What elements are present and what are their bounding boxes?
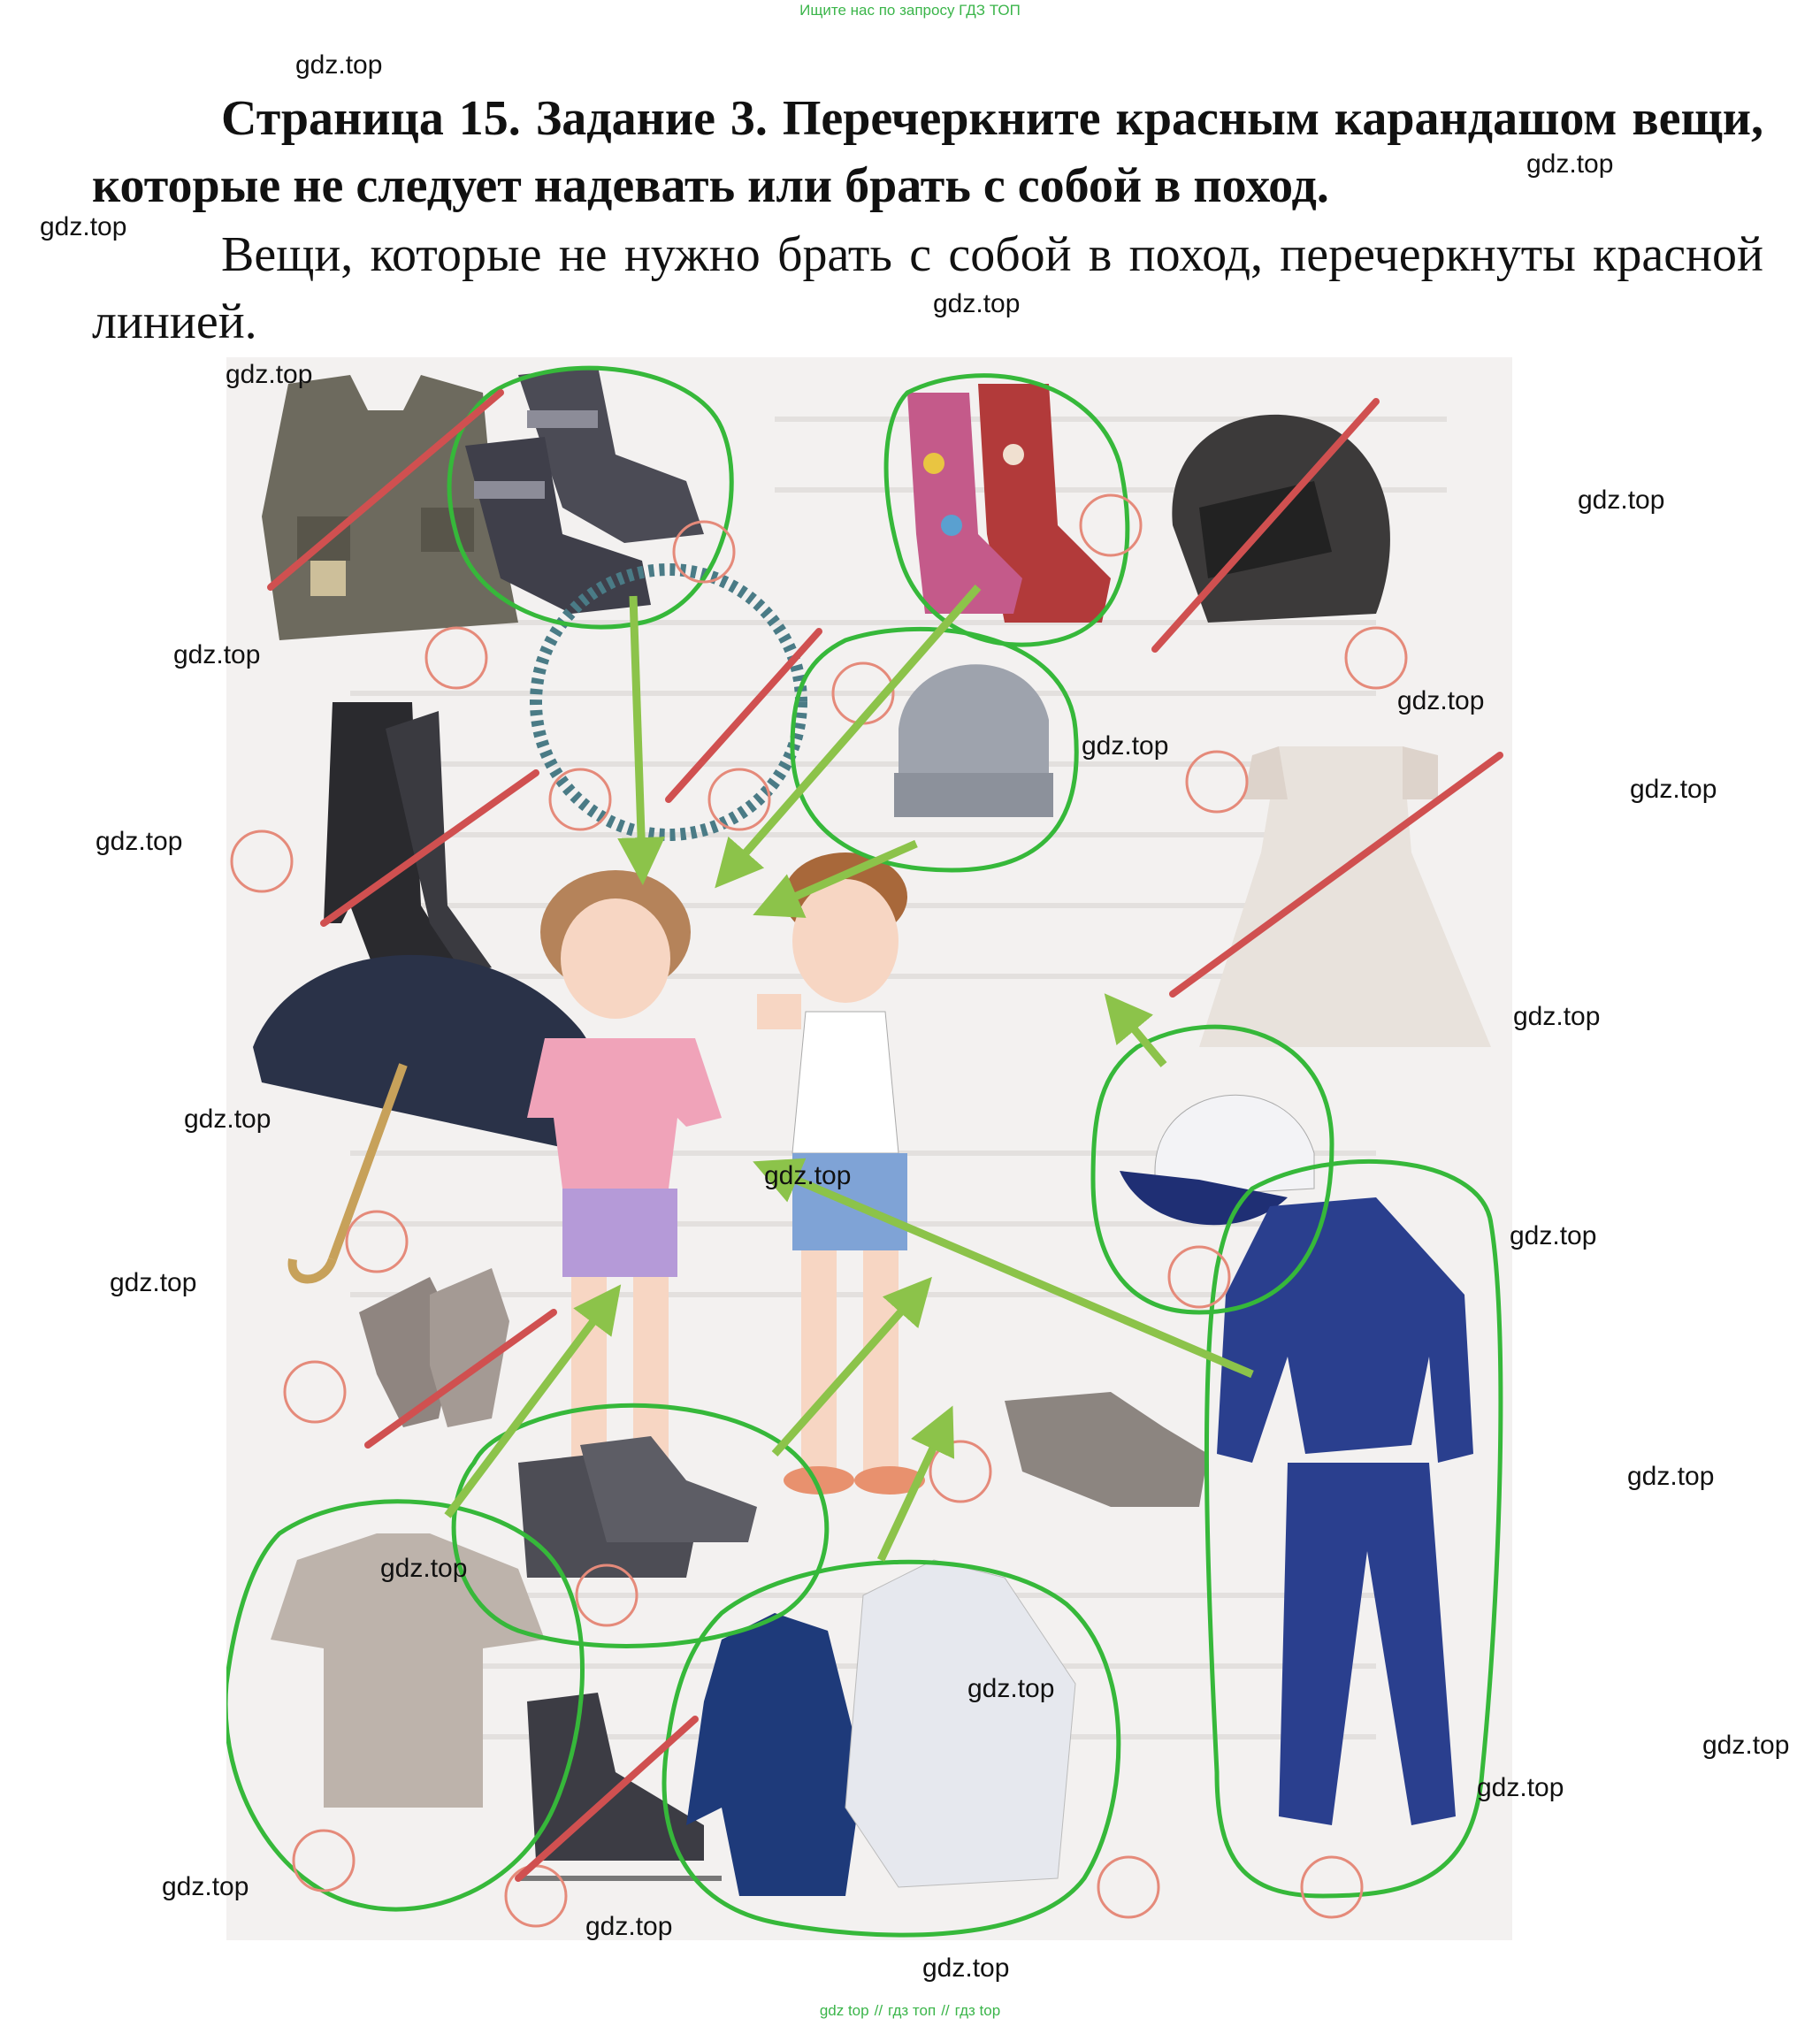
task-text: Страница 15. Задание 3. Перечеркните красным карандашом вещи, которые не следует надевать или брать с собой в поход.	[92, 91, 1763, 213]
watermark: gdz.top	[110, 1268, 197, 1297]
watermark: gdz.top	[1526, 149, 1614, 179]
watermark: gdz.top	[1082, 731, 1169, 761]
watermark: gdz.top	[226, 360, 313, 389]
watermark: gdz.top	[173, 640, 261, 669]
watermark: gdz.top	[1397, 686, 1485, 715]
footer-separator: //	[874, 2002, 883, 2019]
watermark: gdz.top	[967, 1674, 1055, 1703]
watermark: gdz.top	[585, 1912, 673, 1941]
watermark: gdz.top	[184, 1105, 271, 1134]
watermark: gdz.top	[764, 1161, 852, 1190]
watermark: gdz.top	[380, 1554, 468, 1583]
answer-paragraph	[92, 221, 1763, 356]
watermark: gdz.top	[1702, 1731, 1790, 1760]
watermark: gdz.top	[1510, 1221, 1597, 1250]
watermark: gdz.top	[96, 827, 183, 856]
watermark: gdz.top	[1477, 1773, 1564, 1802]
watermark: gdz.top	[1578, 485, 1665, 515]
watermark: gdz.top	[295, 50, 383, 80]
watermark: gdz.top	[922, 1953, 1010, 1983]
footer-link-1[interactable]: gdz top	[819, 2002, 869, 2019]
footer-links	[0, 2002, 1820, 2020]
watermark: gdz.top	[1630, 775, 1717, 804]
answer-text: Вещи, которые не нужно брать с собой в поход, перечеркнуты красной линией.	[92, 227, 1763, 349]
clothing-illustration	[226, 357, 1512, 1940]
watermark: gdz.top	[162, 1872, 249, 1901]
watermark: gdz.top	[1627, 1462, 1715, 1491]
watermark: gdz.top	[40, 212, 127, 241]
footer-link-2[interactable]: гдз топ	[888, 2002, 937, 2019]
top-banner: Ищите нас по запросу ГДЗ ТОП	[799, 2, 1021, 19]
footer-link-3[interactable]: гдз top	[954, 2002, 1001, 2019]
footer-separator: //	[941, 2002, 950, 2019]
watermark: gdz.top	[1513, 1002, 1601, 1031]
task-paragraph	[92, 85, 1763, 219]
watermark: gdz.top	[933, 289, 1021, 318]
